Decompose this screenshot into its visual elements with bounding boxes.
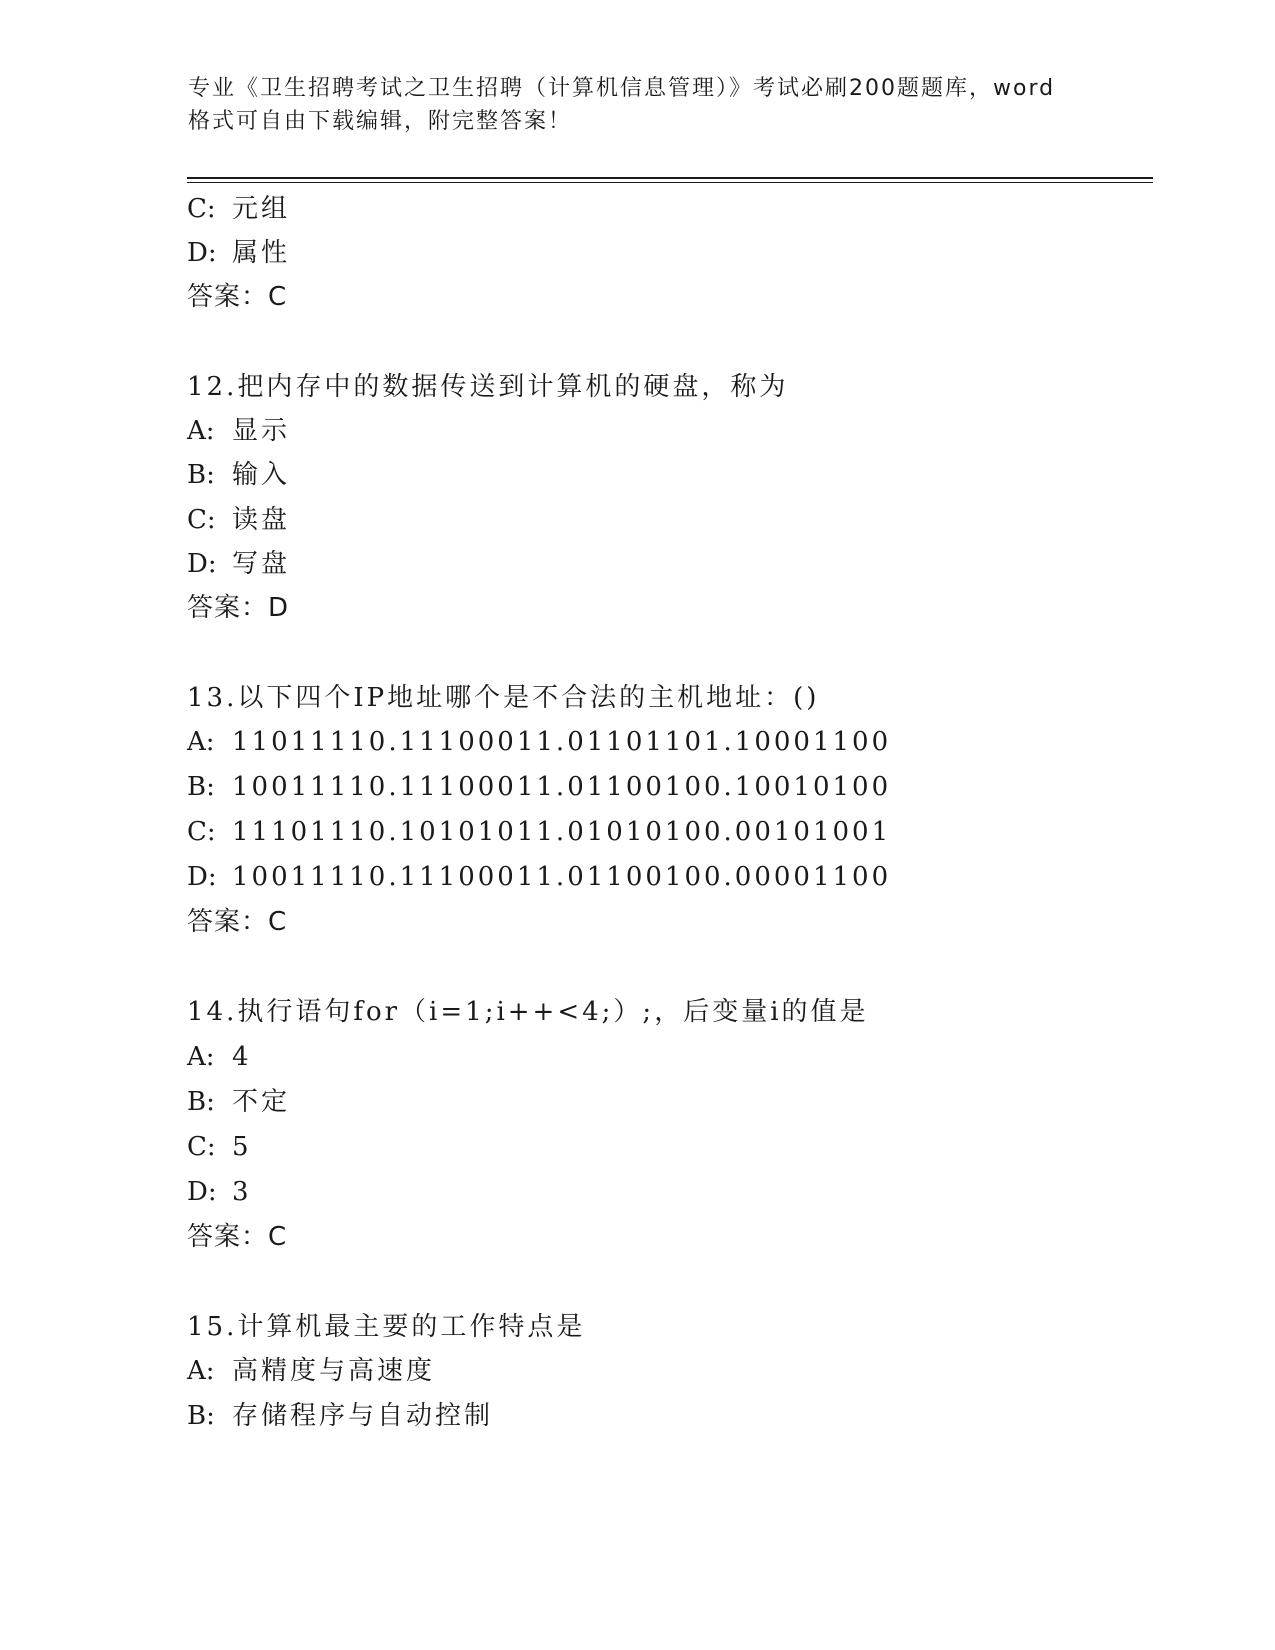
- option-c: [187, 815, 891, 849]
- document-header: [188, 72, 1088, 138]
- option-text: 存储程序与自动控制: [232, 1401, 494, 1431]
- option-text: 10011110.11100011.01100100.10010100: [232, 772, 892, 802]
- option-label: D:: [187, 862, 217, 892]
- option-label: A:: [187, 727, 215, 757]
- option-text: 显示: [232, 416, 291, 446]
- option-text: 不定: [232, 1087, 291, 1117]
- option-b: [187, 1399, 493, 1433]
- option-label: D:: [187, 549, 217, 579]
- answer-line: 答案：D: [187, 593, 290, 623]
- question-14-stem: 14.执行语句for（i=1;i++<4;）;，后变量i的值是: [187, 997, 869, 1027]
- option-text: 元组: [232, 194, 291, 224]
- option-c: [187, 503, 290, 537]
- option-label: C:: [187, 505, 216, 535]
- answer-line: 答案：C: [187, 1222, 288, 1252]
- option-c: [187, 192, 290, 226]
- option-a: [187, 1354, 435, 1388]
- question-13-stem: 13.以下四个IP地址哪个是不合法的主机地址：(): [187, 683, 820, 713]
- option-a: [187, 414, 290, 448]
- option-label: B:: [187, 460, 215, 490]
- header-line-1: 专业《卫生招聘考试之卫生招聘（计算机信息管理）》考试必刷200题题库，word: [188, 76, 1056, 101]
- option-text: 读盘: [232, 505, 291, 535]
- option-label: A:: [187, 1356, 215, 1386]
- option-text: 高精度与高速度: [232, 1356, 436, 1386]
- option-label: C:: [187, 1132, 216, 1162]
- option-a: [187, 725, 891, 759]
- header-divider-thin: [187, 182, 1153, 183]
- option-b: [187, 770, 891, 804]
- option-text: 3: [232, 1177, 252, 1207]
- option-text: 属性: [232, 238, 291, 268]
- option-label: B:: [187, 1087, 215, 1117]
- answer-line: 答案：C: [187, 282, 288, 312]
- header-line-2: 格式可自由下载编辑，附完整答案！: [188, 109, 573, 134]
- option-b: [187, 1085, 290, 1119]
- option-label: A:: [187, 1042, 215, 1072]
- option-label: D:: [187, 238, 217, 268]
- option-label: A:: [187, 416, 215, 446]
- option-d: [187, 547, 290, 581]
- option-text: 11011110.11100011.01101101.10001100: [232, 727, 892, 757]
- option-a: [187, 1040, 252, 1074]
- header-divider-thick: [187, 177, 1153, 179]
- option-text: 5: [232, 1132, 252, 1162]
- option-text: 10011110.11100011.01100100.00001100: [232, 862, 892, 892]
- option-d: [187, 860, 891, 894]
- option-b: [187, 458, 290, 492]
- option-label: C:: [187, 817, 216, 847]
- option-d: [187, 1175, 252, 1209]
- option-text: 4: [232, 1042, 252, 1072]
- option-label: B:: [187, 1401, 215, 1431]
- option-c: [187, 1130, 252, 1164]
- option-d: [187, 236, 290, 270]
- option-text: 写盘: [232, 549, 291, 579]
- option-text: 输入: [232, 460, 291, 490]
- option-label: B:: [187, 772, 215, 802]
- option-label: D:: [187, 1177, 217, 1207]
- option-label: C:: [187, 194, 216, 224]
- question-12-stem: 12.把内存中的数据传送到计算机的硬盘，称为: [187, 372, 789, 402]
- question-15-stem: 15.计算机最主要的工作特点是: [187, 1312, 586, 1342]
- option-text: 11101110.10101011.01010100.00101001: [232, 817, 892, 847]
- answer-line: 答案：C: [187, 907, 288, 937]
